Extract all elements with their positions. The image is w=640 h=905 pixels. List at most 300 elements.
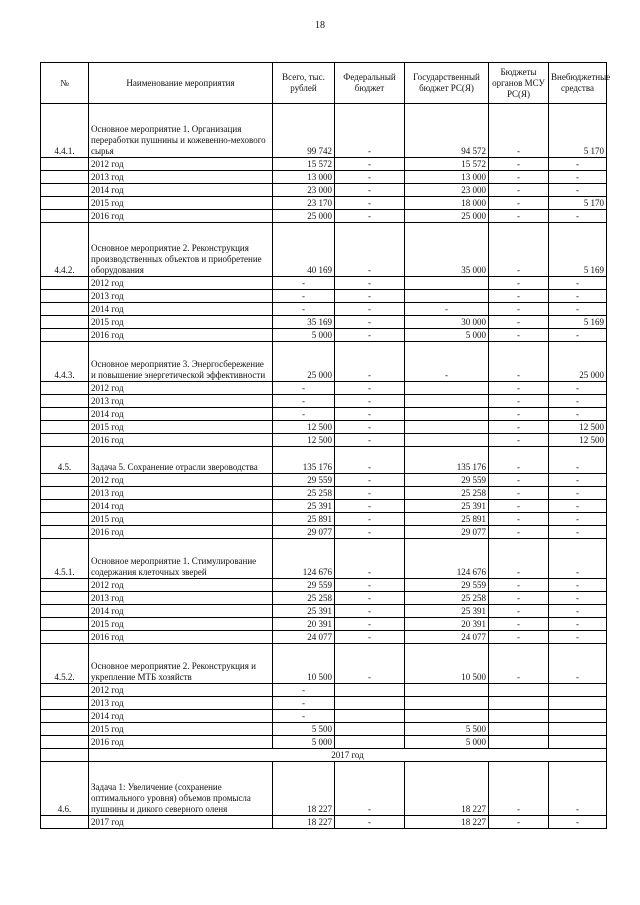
federal-value: - [335, 329, 405, 342]
year-label: 2015 год [89, 316, 273, 329]
municipal-value: - [489, 474, 549, 487]
extrabudget-value: - [549, 618, 607, 631]
state-value [405, 382, 489, 395]
extrabudget-value [549, 736, 607, 749]
section-label: 2017 год [89, 749, 607, 762]
activity-row [41, 539, 607, 579]
state-value [405, 408, 489, 421]
extrabudget-value: - [549, 644, 607, 684]
extrabudget-value: - [549, 500, 607, 513]
extrabudget-value: - [549, 762, 607, 816]
state-value: 124 676 [405, 539, 489, 579]
table-body [41, 104, 607, 829]
total-value: - [273, 277, 335, 290]
state-value [405, 290, 489, 303]
municipal-value: - [489, 487, 549, 500]
year-label: 2016 год [89, 329, 273, 342]
state-value [405, 277, 489, 290]
row-number [41, 329, 89, 342]
activity-name: Задача 1: Увеличение (сохранение оптимального уровня) объемов промысла пушнины и дикого северного оленя [89, 762, 273, 816]
total-value: 23 170 [273, 197, 335, 210]
total-value: 25 391 [273, 605, 335, 618]
year-label: 2017 год [89, 816, 273, 829]
year-row [41, 382, 607, 395]
municipal-value [489, 736, 549, 749]
state-value: 5 500 [405, 723, 489, 736]
row-number [41, 631, 89, 644]
total-value: 25 891 [273, 513, 335, 526]
row-number: 4.5.2. [41, 644, 89, 684]
row-number [41, 697, 89, 710]
federal-value: - [335, 762, 405, 816]
year-row [41, 605, 607, 618]
municipal-value [489, 684, 549, 697]
total-value: - [273, 395, 335, 408]
state-value [405, 421, 489, 434]
year-label: 2015 год [89, 421, 273, 434]
total-value: 25 258 [273, 592, 335, 605]
municipal-value: - [489, 382, 549, 395]
total-value: 25 258 [273, 487, 335, 500]
federal-value: - [335, 579, 405, 592]
total-value: 25 000 [273, 210, 335, 223]
year-row [41, 316, 607, 329]
municipal-value: - [489, 104, 549, 158]
row-number [41, 684, 89, 697]
budget-table [40, 62, 611, 829]
federal-value: - [335, 303, 405, 316]
municipal-value: - [489, 316, 549, 329]
state-value: 29 559 [405, 579, 489, 592]
municipal-value: - [489, 408, 549, 421]
state-value [405, 710, 489, 723]
header-name: Наименование мероприятия [89, 63, 273, 104]
federal-value: - [335, 197, 405, 210]
total-value: 25 391 [273, 500, 335, 513]
year-row [41, 421, 607, 434]
row-number [41, 382, 89, 395]
year-row [41, 277, 607, 290]
row-number: 4.6. [41, 762, 89, 816]
year-row [41, 618, 607, 631]
total-value: - [273, 710, 335, 723]
federal-value: - [335, 631, 405, 644]
row-number [41, 421, 89, 434]
municipal-value: - [489, 303, 549, 316]
row-number [41, 171, 89, 184]
municipal-value [489, 697, 549, 710]
extrabudget-value: - [549, 408, 607, 421]
activity-name: Основное мероприятие 1. Организация переработки пушнины и кожевенно-мехового сырья [89, 104, 273, 158]
year-row [41, 526, 607, 539]
municipal-value: - [489, 644, 549, 684]
extrabudget-value: - [549, 303, 607, 316]
row-number [41, 500, 89, 513]
extrabudget-value: - [549, 382, 607, 395]
extrabudget-value [549, 684, 607, 697]
row-number [41, 210, 89, 223]
extrabudget-value: - [549, 474, 607, 487]
total-value: 18 227 [273, 762, 335, 816]
activity-row [41, 223, 607, 277]
total-value: - [273, 382, 335, 395]
extrabudget-value [549, 710, 607, 723]
row-number [41, 303, 89, 316]
state-value: 13 000 [405, 171, 489, 184]
total-value: 40 169 [273, 223, 335, 277]
federal-value: - [335, 184, 405, 197]
federal-value: - [335, 605, 405, 618]
year-row [41, 184, 607, 197]
municipal-value: - [489, 171, 549, 184]
row-number [41, 474, 89, 487]
row-number [41, 487, 89, 500]
extrabudget-value: 5 170 [549, 104, 607, 158]
federal-value: - [335, 316, 405, 329]
total-value: 15 572 [273, 158, 335, 171]
federal-value [335, 736, 405, 749]
activity-name: Задача 5. Сохранение отрасли звероводства [89, 447, 273, 474]
year-row [41, 474, 607, 487]
row-number [41, 579, 89, 592]
federal-value: - [335, 434, 405, 447]
year-label: 2012 год [89, 684, 273, 697]
federal-value: - [335, 487, 405, 500]
state-value: 18 227 [405, 816, 489, 829]
state-value: 10 500 [405, 644, 489, 684]
row-number [41, 513, 89, 526]
state-value [405, 395, 489, 408]
row-number [41, 158, 89, 171]
header-federal: Федеральный бюджет [335, 63, 405, 104]
year-label: 2013 год [89, 487, 273, 500]
year-label: 2015 год [89, 513, 273, 526]
municipal-value: - [489, 513, 549, 526]
state-value: 25 258 [405, 487, 489, 500]
activity-row [41, 447, 607, 474]
extrabudget-value [549, 723, 607, 736]
activity-name: Основное мероприятие 3. Энергосбережение и повышение энергетической эффективности [89, 342, 273, 382]
section-row [41, 749, 607, 762]
federal-value [335, 710, 405, 723]
federal-value: - [335, 290, 405, 303]
municipal-value: - [489, 197, 549, 210]
state-value: 94 572 [405, 104, 489, 158]
year-label: 2013 год [89, 395, 273, 408]
row-number [41, 816, 89, 829]
extrabudget-value: - [549, 395, 607, 408]
extrabudget-value: - [549, 592, 607, 605]
federal-value: - [335, 223, 405, 277]
year-row [41, 290, 607, 303]
row-number [41, 197, 89, 210]
municipal-value: - [489, 526, 549, 539]
state-value: 25 258 [405, 592, 489, 605]
header-municipal: Бюджеты органов МСУ РС(Я) [489, 63, 549, 104]
row-number [41, 184, 89, 197]
municipal-value: - [489, 277, 549, 290]
year-row [41, 579, 607, 592]
row-number: 4.4.3. [41, 342, 89, 382]
state-value: 35 000 [405, 223, 489, 277]
federal-value: - [335, 395, 405, 408]
state-value: 29 077 [405, 526, 489, 539]
year-label: 2015 год [89, 618, 273, 631]
extrabudget-value: - [549, 605, 607, 618]
state-value: 29 559 [405, 474, 489, 487]
row-number [41, 736, 89, 749]
municipal-value: - [489, 592, 549, 605]
state-value: 25 000 [405, 210, 489, 223]
row-number [41, 408, 89, 421]
state-value: - [405, 303, 489, 316]
municipal-value: - [489, 605, 549, 618]
extrabudget-value: 5 169 [549, 223, 607, 277]
total-value: - [273, 408, 335, 421]
year-row [41, 197, 607, 210]
year-label: 2014 год [89, 500, 273, 513]
total-value: 135 176 [273, 447, 335, 474]
year-row [41, 408, 607, 421]
extrabudget-value: - [549, 579, 607, 592]
total-value: 35 169 [273, 316, 335, 329]
year-label: 2016 год [89, 210, 273, 223]
state-value [405, 697, 489, 710]
extrabudget-value: 12 500 [549, 434, 607, 447]
section-spacer [41, 749, 89, 762]
federal-value: - [335, 474, 405, 487]
row-number: 4.4.2. [41, 223, 89, 277]
extrabudget-value: - [549, 631, 607, 644]
total-value: 5 500 [273, 723, 335, 736]
extrabudget-value: - [549, 539, 607, 579]
federal-value: - [335, 447, 405, 474]
municipal-value: - [489, 210, 549, 223]
row-number [41, 434, 89, 447]
municipal-value: - [489, 395, 549, 408]
activity-row [41, 342, 607, 382]
header-extrabudget: Внебюджетные средства [549, 63, 607, 104]
municipal-value: - [489, 434, 549, 447]
table-header-row [41, 63, 607, 104]
year-label: 2016 год [89, 736, 273, 749]
extrabudget-value [549, 697, 607, 710]
year-label: 2016 год [89, 434, 273, 447]
municipal-value: - [489, 329, 549, 342]
federal-value: - [335, 539, 405, 579]
state-value: 5 000 [405, 329, 489, 342]
federal-value: - [335, 816, 405, 829]
year-label: 2013 год [89, 592, 273, 605]
federal-value: - [335, 408, 405, 421]
federal-value [335, 723, 405, 736]
municipal-value: - [489, 342, 549, 382]
total-value: 29 559 [273, 474, 335, 487]
state-value: 18 227 [405, 762, 489, 816]
year-row [41, 710, 607, 723]
federal-value [335, 697, 405, 710]
year-label: 2012 год [89, 382, 273, 395]
total-value: 29 559 [273, 579, 335, 592]
federal-value: - [335, 104, 405, 158]
municipal-value: - [489, 184, 549, 197]
year-row [41, 303, 607, 316]
state-value: - [405, 342, 489, 382]
federal-value: - [335, 644, 405, 684]
state-value [405, 684, 489, 697]
extrabudget-value: - [549, 526, 607, 539]
total-value: 29 077 [273, 526, 335, 539]
total-value: 18 227 [273, 816, 335, 829]
total-value: 20 391 [273, 618, 335, 631]
year-label: 2012 год [89, 158, 273, 171]
row-number [41, 316, 89, 329]
year-label: 2013 год [89, 697, 273, 710]
header-number: № [41, 63, 89, 104]
row-number: 4.4.1. [41, 104, 89, 158]
activity-row [41, 644, 607, 684]
page-number: 18 [315, 20, 325, 31]
state-value: 135 176 [405, 447, 489, 474]
year-label: 2012 год [89, 474, 273, 487]
year-label: 2016 год [89, 631, 273, 644]
total-value: 12 500 [273, 434, 335, 447]
row-number: 4.5. [41, 447, 89, 474]
municipal-value: - [489, 158, 549, 171]
municipal-value: - [489, 631, 549, 644]
total-value: - [273, 697, 335, 710]
row-number [41, 723, 89, 736]
year-label: 2013 год [89, 290, 273, 303]
federal-value: - [335, 618, 405, 631]
extrabudget-value: - [549, 184, 607, 197]
year-label: 2014 год [89, 710, 273, 723]
year-label: 2015 год [89, 197, 273, 210]
federal-value: - [335, 277, 405, 290]
total-value: 24 077 [273, 631, 335, 644]
year-row [41, 736, 607, 749]
total-value: 13 000 [273, 171, 335, 184]
year-label: 2013 год [89, 171, 273, 184]
municipal-value: - [489, 421, 549, 434]
row-number [41, 290, 89, 303]
federal-value: - [335, 592, 405, 605]
state-value [405, 434, 489, 447]
year-label: 2012 год [89, 277, 273, 290]
year-row [41, 592, 607, 605]
federal-value: - [335, 171, 405, 184]
year-row [41, 513, 607, 526]
row-number: 4.5.1. [41, 539, 89, 579]
federal-value: - [335, 500, 405, 513]
state-value: 18 000 [405, 197, 489, 210]
state-value: 30 000 [405, 316, 489, 329]
municipal-value [489, 710, 549, 723]
year-row [41, 487, 607, 500]
municipal-value: - [489, 762, 549, 816]
extrabudget-value: - [549, 277, 607, 290]
state-value: 24 077 [405, 631, 489, 644]
state-value: 25 891 [405, 513, 489, 526]
year-label: 2014 год [89, 408, 273, 421]
municipal-value: - [489, 579, 549, 592]
year-row [41, 329, 607, 342]
state-value: 5 000 [405, 736, 489, 749]
federal-value: - [335, 513, 405, 526]
municipal-value: - [489, 447, 549, 474]
municipal-value: - [489, 500, 549, 513]
extrabudget-value: - [549, 210, 607, 223]
extrabudget-value: - [549, 171, 607, 184]
activity-row [41, 762, 607, 816]
row-number [41, 710, 89, 723]
municipal-value: - [489, 223, 549, 277]
row-number [41, 605, 89, 618]
state-value: 25 391 [405, 500, 489, 513]
year-row [41, 631, 607, 644]
extrabudget-value: - [549, 487, 607, 500]
total-value: 5 000 [273, 736, 335, 749]
year-row [41, 500, 607, 513]
header-total: Всего, тыс. рублей [273, 63, 335, 104]
year-row [41, 684, 607, 697]
federal-value: - [335, 210, 405, 223]
row-number [41, 395, 89, 408]
federal-value [335, 684, 405, 697]
state-value: 20 391 [405, 618, 489, 631]
extrabudget-value: 12 500 [549, 421, 607, 434]
year-row [41, 723, 607, 736]
total-value: - [273, 684, 335, 697]
federal-value: - [335, 382, 405, 395]
year-label: 2012 год [89, 579, 273, 592]
header-state: Государственный бюджет РС(Я) [405, 63, 489, 104]
total-value: 25 000 [273, 342, 335, 382]
extrabudget-value: - [549, 447, 607, 474]
federal-value: - [335, 158, 405, 171]
extrabudget-value: - [549, 816, 607, 829]
municipal-value: - [489, 816, 549, 829]
state-value: 15 572 [405, 158, 489, 171]
extrabudget-value: - [549, 290, 607, 303]
municipal-value [489, 723, 549, 736]
activity-name: Основное мероприятие 2. Реконструкция и укрепление МТБ хозяйств [89, 644, 273, 684]
year-label: 2015 год [89, 723, 273, 736]
activity-name: Основное мероприятие 1. Стимулирование содержания клеточных зверей [89, 539, 273, 579]
total-value: 12 500 [273, 421, 335, 434]
year-row [41, 171, 607, 184]
year-label: 2014 год [89, 303, 273, 316]
extrabudget-value: 5 170 [549, 197, 607, 210]
activity-name: Основное мероприятие 2. Реконструкция производственных объектов и приобретение оборудования [89, 223, 273, 277]
row-number [41, 618, 89, 631]
year-row [41, 816, 607, 829]
federal-value: - [335, 421, 405, 434]
year-row [41, 210, 607, 223]
year-row [41, 697, 607, 710]
year-label: 2016 год [89, 526, 273, 539]
row-number [41, 592, 89, 605]
extrabudget-value: 25 000 [549, 342, 607, 382]
state-value: 25 391 [405, 605, 489, 618]
row-number [41, 526, 89, 539]
municipal-value: - [489, 618, 549, 631]
year-row [41, 395, 607, 408]
extrabudget-value: 5 169 [549, 316, 607, 329]
municipal-value: - [489, 539, 549, 579]
extrabudget-value: - [549, 329, 607, 342]
total-value: - [273, 303, 335, 316]
